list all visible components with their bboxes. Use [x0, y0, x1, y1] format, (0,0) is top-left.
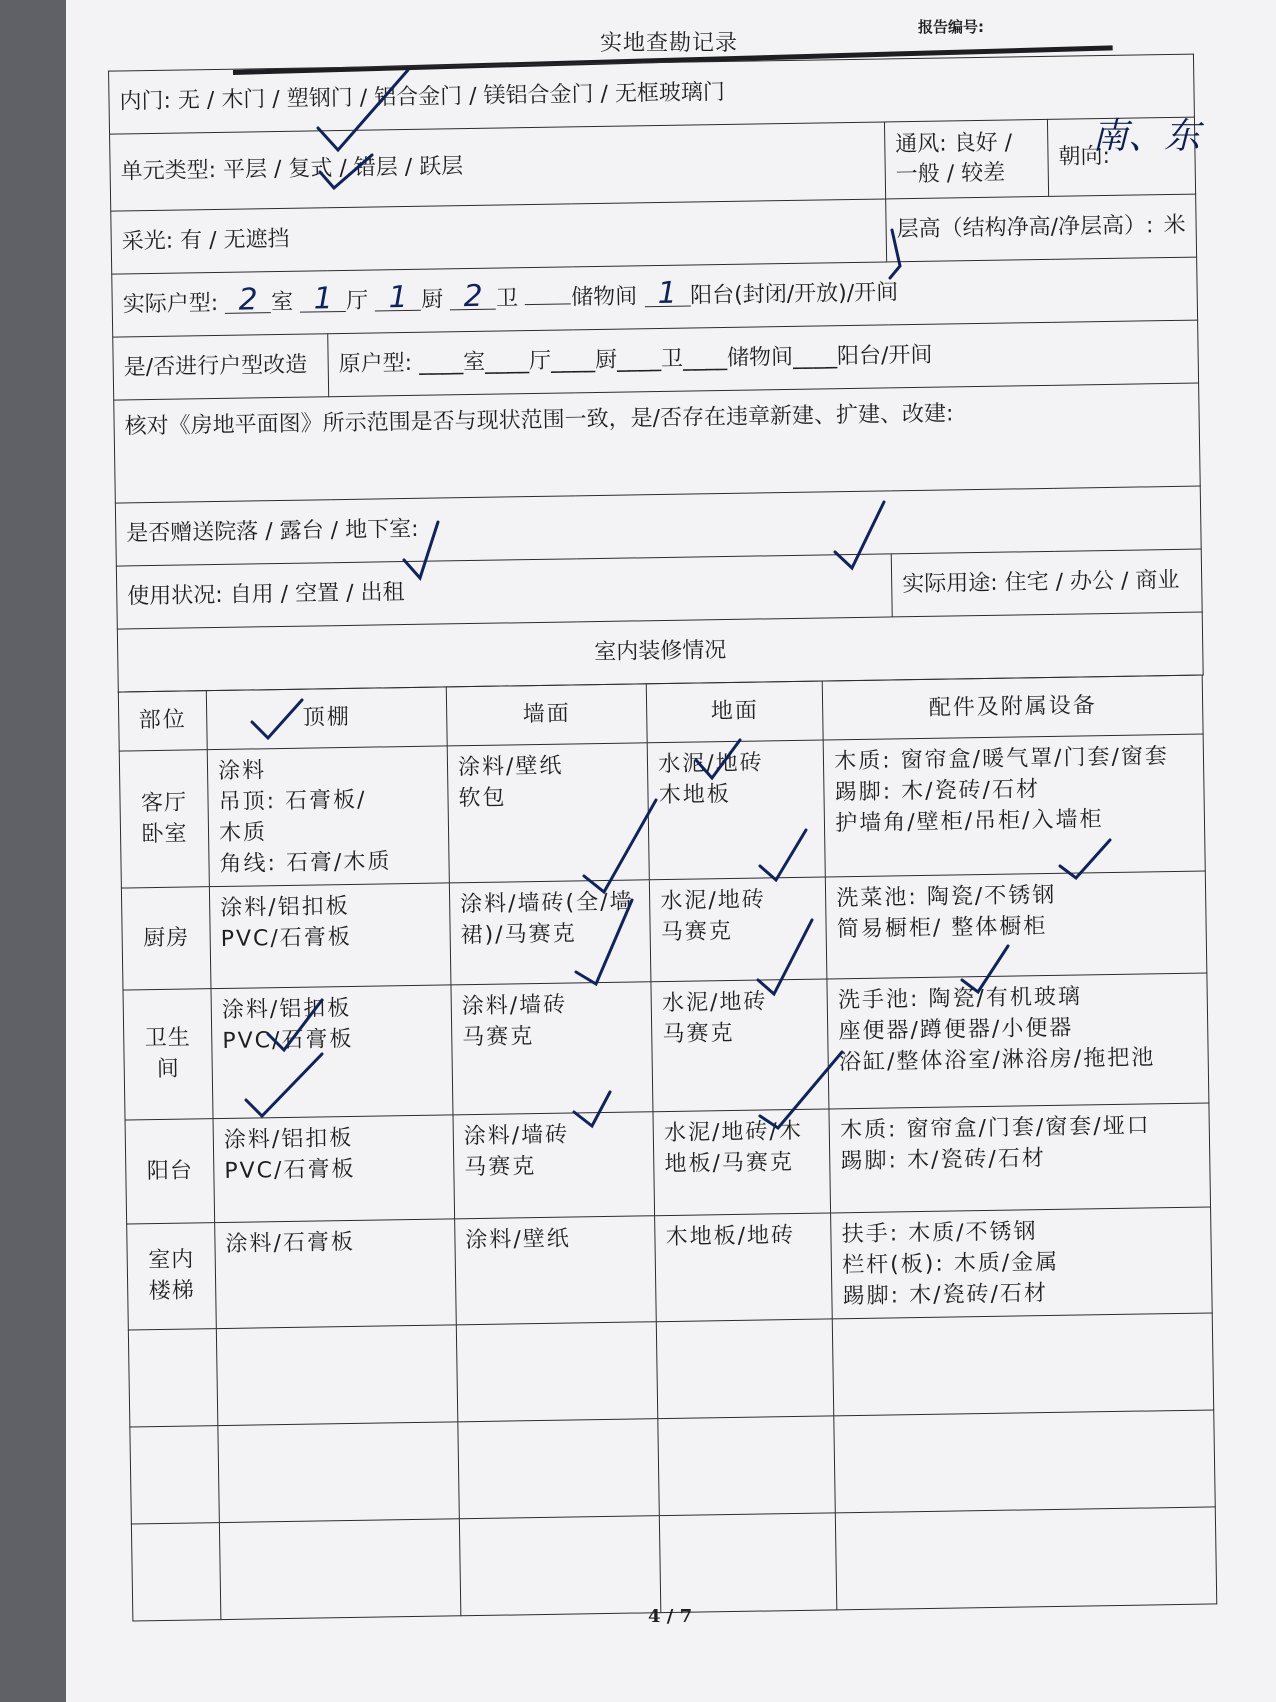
- check-mark: [246, 1054, 322, 1116]
- check-mark: [320, 155, 372, 188]
- page-title: 实地查勘记录: [600, 31, 739, 56]
- row-ceiling: 涂料/铝扣板 PVC/石膏板: [209, 882, 450, 988]
- header-floor: 地面: [646, 681, 823, 743]
- verify-note-field: 核对《房地平面图》所示范围是否与现状范围一致，是/否存在违章新建、扩建、改建:: [114, 383, 1200, 503]
- row-floor: 木地板/地砖: [655, 1212, 833, 1321]
- row-position: 厨房: [121, 886, 211, 989]
- row-wall: 涂料/壁纸 软包: [447, 742, 649, 882]
- kitchens-unit: 厨: [420, 287, 444, 313]
- check-mark: [584, 800, 656, 892]
- baths-count: 2: [450, 285, 496, 311]
- row-position: 阳台: [125, 1118, 215, 1223]
- row-fittings: 木质: 窗帘盒/门套/窗套/垭口 踢脚: 木/瓷砖/石材: [829, 1102, 1210, 1212]
- balconies-count: 1: [644, 282, 690, 308]
- row-position: 卫生间: [123, 988, 213, 1119]
- check-mark: [318, 70, 408, 150]
- row-position: 室内楼梯: [127, 1222, 217, 1329]
- row-wall: 涂料/壁纸: [455, 1215, 657, 1324]
- row-floor: 水泥/地砖 木地板: [647, 740, 825, 880]
- ventilation-field: 通风: 良好 / 一般 / 较差: [884, 119, 1048, 199]
- kitchens-count: 1: [375, 286, 421, 312]
- row-ceiling: 涂料/铝扣板 PVC/石膏板: [211, 984, 453, 1118]
- header-fittings: 配件及附属设备: [823, 675, 1204, 740]
- gift-space-field: 是否赠送院落 / 露台 / 地下室:: [115, 486, 1201, 566]
- actual-layout-label: 实际户型:: [122, 290, 219, 318]
- header-position: 部位: [118, 690, 207, 750]
- check-mark: [758, 920, 812, 994]
- header-ceiling: 顶棚: [206, 686, 447, 749]
- halls-count: 1: [300, 287, 346, 313]
- usage-status-field: 使用状况: 自用 / 空置 / 出租: [116, 554, 892, 629]
- row-fittings: 扶手: 木质/不锈钢 栏杆(板): 木质/金属 踢脚: 木/瓷砖/石材: [831, 1206, 1212, 1318]
- row-wall: 涂料/墙砖(全/墙裙)/马赛克: [449, 879, 651, 984]
- check-mark: [760, 830, 806, 880]
- lighting-field: 采光: 有 / 无遮挡: [111, 199, 887, 274]
- check-mark: [404, 522, 438, 578]
- floor-height-label: 层高（结构净高/净层高）:: [896, 213, 1154, 243]
- check-mark: [962, 946, 1008, 992]
- check-mark: [268, 1000, 322, 1050]
- row-floor: 水泥/地砖/木地板/马赛克: [653, 1108, 831, 1215]
- header-wall: 墙面: [446, 683, 647, 745]
- row-fittings: 木质: 窗帘盒/暖气罩/门套/窗套 踢脚: 木/瓷砖/石材 护墙角/壁柜/吊柜/入墙柜: [823, 734, 1205, 877]
- rooms-unit: 室: [270, 289, 294, 316]
- check-mark: [890, 230, 900, 278]
- unit-type-field: 单元类型: 平层 / 复式 / 错层 / 跃层: [110, 122, 886, 211]
- check-mark: [252, 700, 302, 738]
- row-ceiling: 涂料 吊顶: 石膏板/ 木质 角线: 石膏/木质: [207, 745, 449, 886]
- row-fittings: 洗菜池: 陶瓷/不锈钢 简易橱柜/ 整体橱柜: [826, 871, 1207, 979]
- balcony-text: 阳台(封闭/开放)/开间: [689, 280, 899, 309]
- page-number: 4 / 7: [648, 1606, 693, 1627]
- row-fittings: 洗手池: 陶瓷/有机玻璃 座便器/蹲便器/小便器 浴缸/整体浴室/淋浴房/拖把池: [827, 973, 1209, 1109]
- row-wall: 涂料/墙砖 马赛克: [453, 1111, 655, 1218]
- baths-unit: 卫: [495, 286, 519, 312]
- check-mark: [576, 900, 632, 984]
- halls-unit: 厅: [345, 288, 369, 314]
- report-number-label: 报告编号:: [918, 18, 984, 36]
- row-position: 客厅卧室: [119, 749, 209, 887]
- inner-door-field: 内门: 无 / 木门 / 塑钢门 / 铝合金门 / 镁铝合金门 / 无框玻璃门: [109, 54, 1195, 134]
- original-layout-field: 原户型: ____室____厅____厨____卫____储物间____阳台/开间: [328, 320, 1199, 397]
- renovation-field: 是/否进行户型改造: [113, 334, 329, 400]
- row-floor: 水泥/地砖 马赛克: [651, 978, 829, 1111]
- check-mark: [760, 1052, 842, 1128]
- row-ceiling: 涂料/石膏板: [215, 1218, 457, 1328]
- check-mark: [835, 502, 884, 568]
- section-title: 室内装修情况: [117, 612, 1203, 692]
- orientation-handwriting: 南、东: [1092, 116, 1201, 157]
- floor-height-unit: 米: [1163, 212, 1186, 239]
- check-mark: [574, 1092, 610, 1126]
- check-mark: [1060, 840, 1110, 878]
- rooms-count: 2: [225, 288, 271, 314]
- row-floor: 水泥/地砖 马赛克: [650, 876, 828, 981]
- check-mark: [696, 740, 740, 778]
- actual-use-field: 实际用途: 住宅 / 办公 / 商业: [891, 549, 1202, 617]
- row-wall: 涂料/墙砖 马赛克: [451, 981, 653, 1114]
- orientation-label: 朝向:: [1058, 143, 1111, 170]
- row-ceiling: 涂料/铝扣板 PVC/石膏板: [213, 1114, 455, 1222]
- storage-unit: 储物间: [570, 284, 638, 311]
